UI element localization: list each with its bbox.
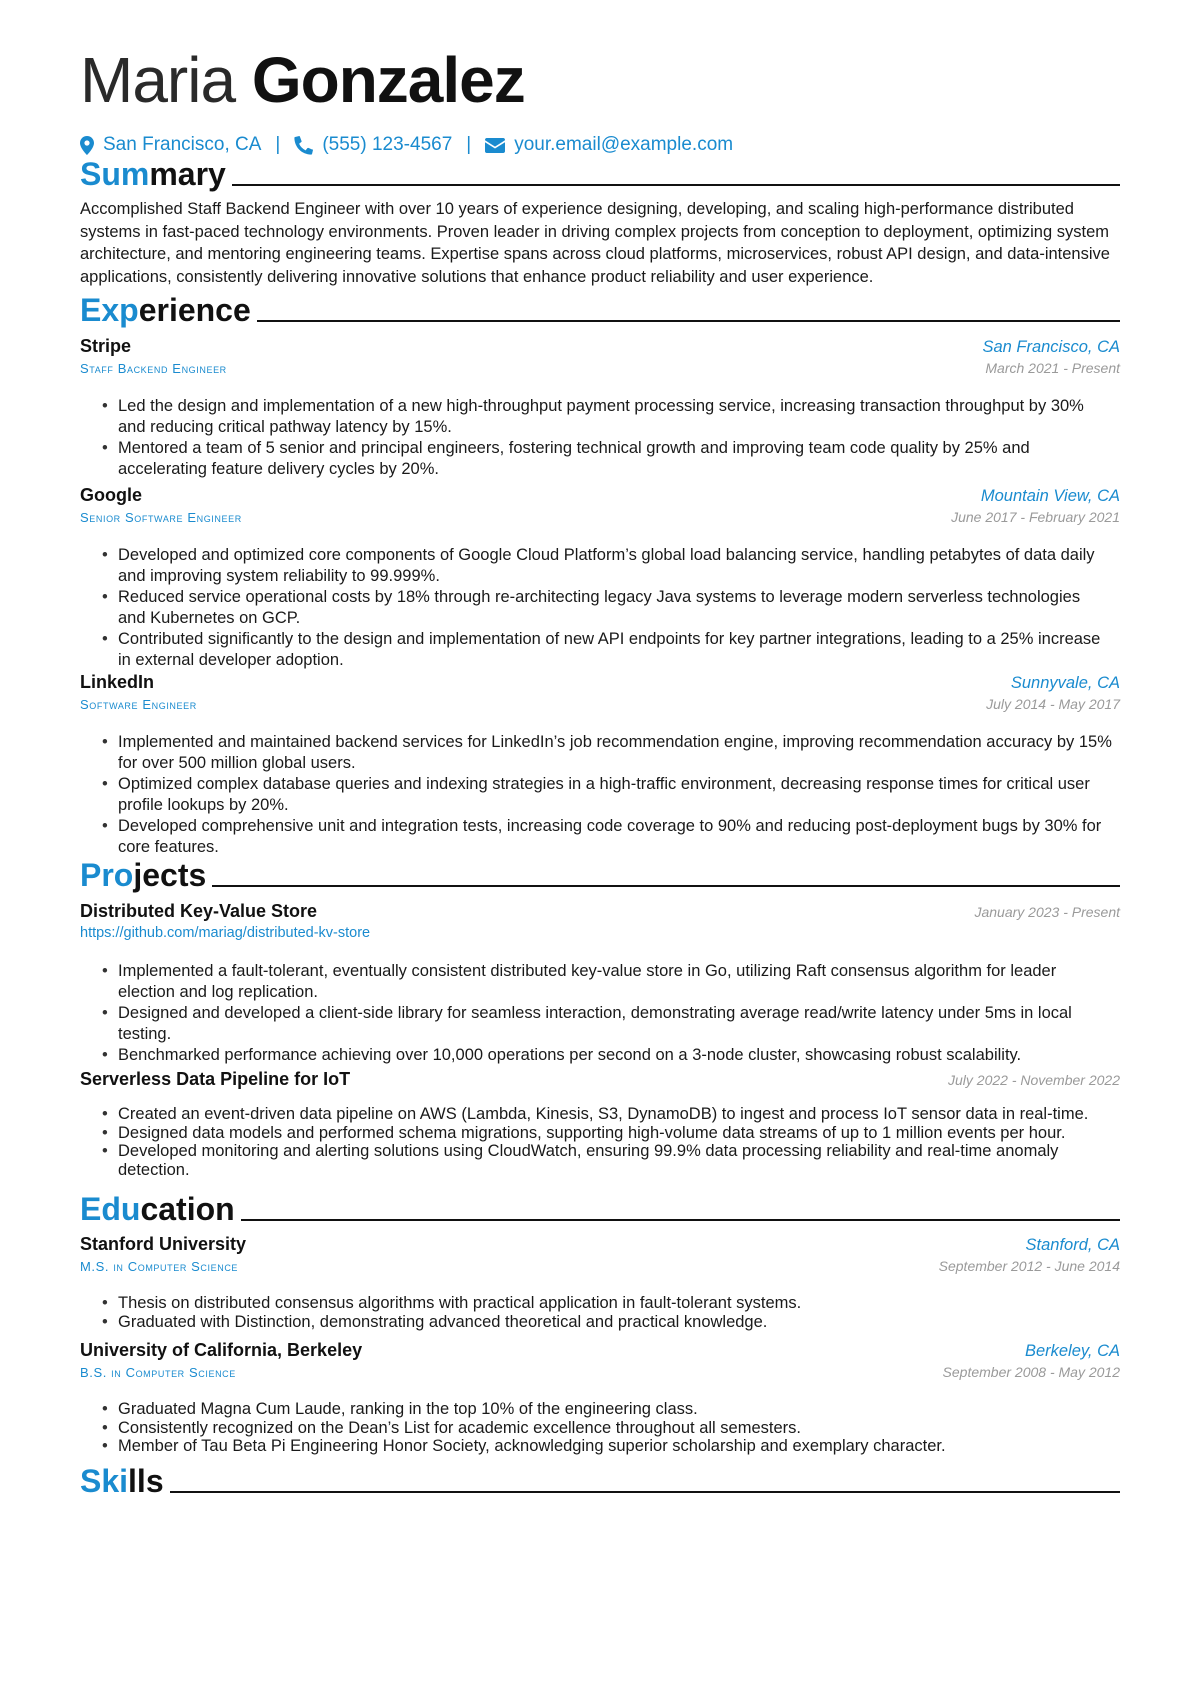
school-name: University of California, Berkeley [80,1340,363,1360]
job-title: Staff Backend Engineer [80,361,227,376]
bullet-item: • Graduated with Distinction, demonstrating advanced theoretical and practical knowledge. [80,1313,1120,1332]
bullet-item: • Implemented a fault-tolerant, eventually consistent distributed key-value store in Go, utilizing Raft consensus algorithm for leader election and log replication. [80,961,1120,1003]
bullet-list [80,961,1120,1066]
project-entry [80,901,1120,1066]
project-link[interactable]: https://github.com/mariag/distributed-kv-store [80,925,371,941]
bullet-list [80,1400,1120,1456]
project-entry [80,1069,1120,1179]
experience-entry [80,336,1120,480]
title-rest: cation [140,1191,235,1227]
bullet-item: • Created an event-driven data pipeline on AWS (Lambda, Kinesis, S3, DynamoDB) to ingest and process IoT sensor data in real-time. [80,1105,1120,1124]
section-rule [212,885,1120,887]
project-name: Serverless Data Pipeline for IoT [80,1069,351,1089]
title-accent: Ski [80,1463,129,1499]
last-name: Gonzalez [251,44,525,116]
education-entry [80,1340,1120,1456]
bullet-item: • Designed and developed a client-side library for seamless interaction, demonstrating average read/write latency under 5ms in local testing. [80,1003,1120,1045]
contact-separator: | [466,134,472,155]
section-title [80,1191,235,1227]
title-rest: jects [133,857,207,893]
job-title: Software Engineer [80,697,197,712]
summary-section [80,152,1120,288]
contact-separator: | [275,134,281,155]
job-dates: June 2017 - February 2021 [951,509,1120,525]
section-heading [80,853,1120,893]
envelope-icon [485,138,505,153]
email-text: your.email@example.com [514,134,734,155]
job-dates: March 2021 - Present [985,360,1120,376]
candidate-name [80,40,525,120]
school-name: Stanford University [80,1234,247,1254]
employer-location: Sunnyvale, CA [1010,674,1120,692]
section-rule [257,320,1120,322]
section-heading [80,1459,1120,1499]
summary-text: Accomplished Staff Backend Engineer with over 10 years of experience designing, developing, and scaling high-performance distributed systems in fast-paced technology environments. Proven leader in driving complex projects from conception to deployment, optimizing system architecture, and mentoring engineering teams. Expertise spans across cloud platforms, microservices, robust API design, and data-intensive applications, consistently delivering innovative solutions that enhance product reliability and user experience. [80,200,1110,286]
bullet-item: • Reduced service operational costs by 18% through re-architecting legacy Java systems to leverage modern serverless technologies and Kubernetes on GCP. [80,587,1120,629]
section-title [80,156,226,192]
employer-location: San Francisco, CA [982,338,1120,356]
project-dates: July 2022 - November 2022 [948,1072,1120,1088]
bullet-list [80,545,1120,671]
school-dates: September 2012 - June 2014 [938,1258,1120,1274]
bullet-item: • Consistently recognized on the Dean’s List for academic excellence throughout all semesters. [80,1419,1120,1438]
degree: B.S. in Computer Science [80,1365,236,1380]
skills-section [80,1459,1120,1499]
education-entry [80,1234,1120,1331]
title-accent: Exp [80,292,139,328]
bullet-item: • Designed data models and performed schema migrations, supporting high-volume data streams of up to 1 million events per hour. [80,1124,1120,1143]
bullet-item: • Optimized complex database queries and indexing strategies in a high-traffic environment, decreasing response times for critical user profile lookups by 20%. [80,774,1120,816]
title-accent: Pro [80,857,134,893]
bullet-item: • Implemented and maintained backend services for LinkedIn’s job recommendation engine, improving recommendation accuracy by 15% for over 500 million global users. [80,732,1120,774]
bullet-item: • Developed and optimized core components of Google Cloud Platform’s global load balancing service, handling petabytes of data daily and improving system reliability to 99.999%. [80,545,1120,587]
section-title [80,1463,164,1499]
bullet-list [80,1105,1120,1179]
title-rest: erience [138,292,251,328]
first-name: Maria [80,44,236,116]
degree: M.S. in Computer Science [80,1259,239,1274]
bullet-item: • Developed monitoring and alerting solutions using CloudWatch, ensuring 99.9% data processing reliability and real-time anomaly detection. [80,1142,1120,1179]
employer-name: LinkedIn [80,672,155,692]
bullet-item: • Contributed significantly to the design and implementation of new API endpoints for key partner integrations, leading to a 25% increase in external developer adoption. [80,629,1120,671]
school-dates: September 2008 - May 2012 [942,1364,1120,1380]
section-rule [241,1219,1120,1221]
section-rule [170,1491,1120,1493]
section-rule [232,184,1120,186]
bullet-list [80,396,1120,480]
job-dates: July 2014 - May 2017 [986,696,1120,712]
projects-section [80,853,1120,893]
bullet-item: • Led the design and implementation of a new high-throughput payment processing service, increasing transaction throughput by 30% and reducing critical pathway latency by 15%. [80,396,1120,438]
school-location: Berkeley, CA [1024,1342,1120,1360]
phone-text: (555) 123-4567 [322,134,453,155]
bullet-list [80,732,1120,858]
experience-section [80,288,1120,328]
section-heading [80,152,1120,192]
bullet-item: • Member of Tau Beta Pi Engineering Honor Society, acknowledging superior scholarship and exemplary character. [80,1437,1120,1456]
section-heading [80,1187,1120,1227]
employer-name: Google [80,485,142,505]
section-title [80,292,251,328]
title-accent: Sum [80,156,150,192]
project-dates: January 2023 - Present [974,904,1120,920]
location-text: San Francisco, CA [103,134,262,155]
bullet-item: • Graduated Magna Cum Laude, ranking in the top 10% of the engineering class. [80,1400,1120,1419]
bullet-item: • Mentored a team of 5 senior and principal engineers, fostering technical growth and improving team code quality by 25% and accelerating feature delivery cycles by 20%. [80,438,1120,480]
bullet-item: • Benchmarked performance achieving over 10,000 operations per second on a 3-node cluster, showcasing robust scalability. [80,1045,1120,1066]
employer-location: Mountain View, CA [980,487,1120,505]
education-section [80,1187,1120,1227]
title-accent: Edu [80,1191,141,1227]
title-rest: lls [128,1463,164,1499]
bullet-item: • Developed comprehensive unit and integration tests, increasing code coverage to 90% and reducing post-deployment bugs by 30% for core features. [80,816,1120,858]
section-heading [80,288,1120,328]
employer-name: Stripe [80,336,132,356]
bullet-item: • Thesis on distributed consensus algorithms with practical application in fault-tolerant systems. [80,1294,1120,1313]
bullet-list [80,1294,1120,1331]
section-title [80,857,206,893]
experience-entry [80,485,1120,671]
school-location: Stanford, CA [1025,1236,1120,1254]
title-rest: mary [149,156,226,192]
experience-entry [80,672,1120,858]
job-title: Senior Software Engineer [80,510,242,525]
project-name: Distributed Key-Value Store [80,901,318,921]
